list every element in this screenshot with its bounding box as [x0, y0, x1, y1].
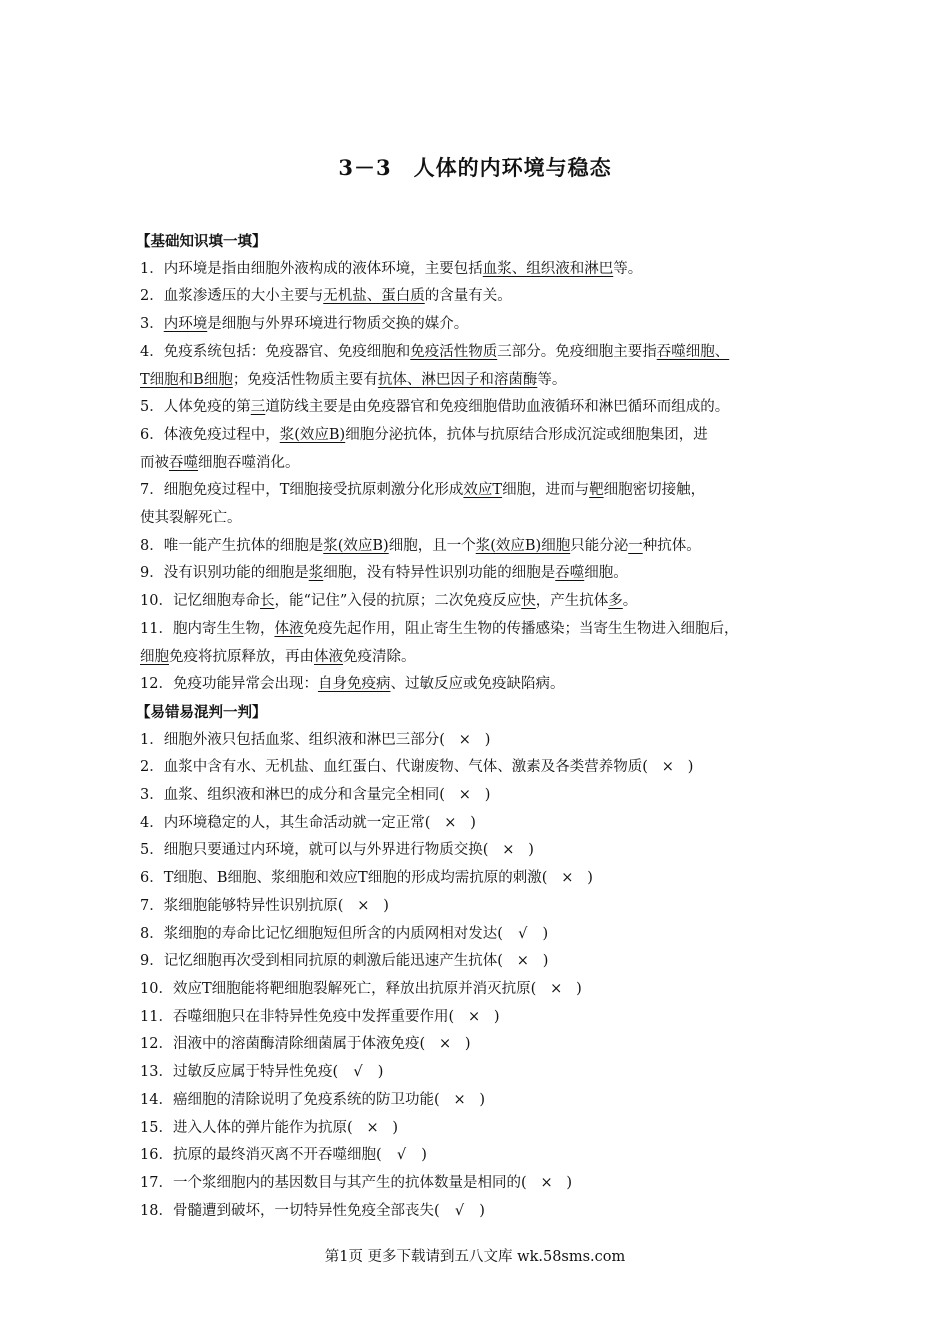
item-number: 10．: [140, 980, 173, 997]
statement-text: 抗原的最终消灭离不开吞噬细胞: [172, 1147, 376, 1164]
statement-text: 浆细胞的寿命比记忆细胞短但所含的内质网相对发达: [163, 925, 498, 942]
item-text: 内环境是指由细胞外液构成的液体环境，主要包括: [163, 260, 483, 277]
fill-in-line: [136, 394, 836, 422]
item-text: 人体免疫的第: [163, 399, 251, 416]
paren-close: ): [573, 870, 593, 887]
answer-blank: 体液: [314, 648, 343, 665]
item-number: 2．: [140, 759, 164, 776]
answer-blank: 吞噬: [555, 565, 585, 582]
statement-text: 记忆细胞再次受到相同抗原的刺激后能迅速产生抗体: [163, 953, 498, 970]
paren-close: ): [528, 925, 549, 942]
paren-close: ): [465, 1091, 486, 1108]
statement-text: T细胞、B细胞、浆细胞和效应T细胞的形成均需抗原的刺激: [163, 870, 542, 887]
answer-blank: 体液: [274, 620, 304, 637]
answer-blank: 免疫活性物质: [410, 343, 498, 360]
content-body: [136, 228, 836, 1225]
item-text: 细胞。: [584, 565, 628, 582]
fill-in-line: [136, 644, 836, 672]
judgment-mark: √: [353, 1064, 363, 1081]
fill-in-line: [136, 560, 836, 588]
item-text: 使其裂解死亡。: [140, 510, 242, 527]
answer-blank: 靶: [589, 482, 604, 499]
item-text: 等。: [537, 371, 567, 388]
judgment-mark: ×: [467, 1008, 481, 1025]
paren-open: (: [541, 870, 562, 887]
judge-item: [136, 1031, 836, 1059]
item-text: 细胞分泌抗体，抗体与抗原结合形成沉淀或细胞集团，进: [345, 426, 708, 443]
item-number: 10．: [140, 593, 173, 610]
item-number: 4．: [140, 343, 164, 360]
item-text: 细胞吞噬消化。: [198, 454, 300, 471]
item-text: 细胞，且一个: [388, 537, 476, 554]
judge-item: [136, 948, 836, 976]
item-number: 3．: [140, 787, 164, 804]
judge-item: [136, 727, 836, 755]
paren-open: (: [642, 759, 662, 776]
statement-text: 血浆中含有水、无机盐、血红蛋白、代谢废物、气体、激素及各类营养物质: [163, 759, 643, 776]
judge-item: [136, 1004, 836, 1032]
item-number: 8．: [140, 537, 164, 554]
paren-close: ): [470, 731, 491, 748]
fill-in-line: [136, 533, 836, 561]
fill-in-line: [136, 283, 836, 311]
item-text: 而被: [140, 454, 169, 471]
paren-open: (: [337, 897, 358, 914]
answer-blank: 一: [628, 537, 643, 554]
paren-open: (: [346, 1119, 367, 1136]
item-number: 3．: [140, 316, 164, 333]
item-text: 血浆渗透压的大小主要与: [163, 288, 324, 305]
item-number: 18．: [140, 1202, 173, 1219]
item-text: 免疫系统包括：免疫器官、免疫细胞和: [163, 343, 411, 360]
item-number: 17．: [140, 1174, 173, 1191]
answer-blank: T细胞和B细胞: [140, 371, 233, 388]
judge-item: [136, 782, 836, 810]
item-number: 7．: [140, 897, 164, 914]
judge-item: [136, 1087, 836, 1115]
item-text: 种抗体。: [642, 537, 701, 554]
paren-open: (: [419, 1036, 439, 1053]
answer-blank: 无机盐、蛋白质: [323, 288, 425, 305]
page-footer: 第1页 更多下载请到五八文库 wk.58sms.com: [324, 1249, 626, 1265]
item-number: 1．: [140, 731, 164, 748]
item-text: 唯一能产生抗体的细胞是: [163, 537, 324, 554]
item-number: 13．: [140, 1064, 173, 1081]
answer-blank: 浆(效应B): [279, 426, 346, 443]
answer-blank: 内环境: [163, 316, 208, 333]
judgment-mark: √: [454, 1202, 465, 1219]
paren-close: ): [456, 814, 476, 831]
answer-blank: 快: [521, 593, 536, 610]
item-text: 免疫清除。: [343, 648, 416, 665]
answer-blank: 浆(效应B): [323, 537, 389, 554]
paren-close: ): [552, 1174, 573, 1191]
section-heading-fill-in: 【基础知识填一填】: [136, 233, 267, 250]
answer-blank: 效应T: [463, 482, 503, 499]
item-number: 16．: [140, 1147, 173, 1164]
item-text: 没有识别功能的细胞是: [163, 565, 309, 582]
statement-text: 细胞只要通过内环境，就可以与外界进行物质交换: [163, 842, 483, 859]
item-number: 11．: [140, 620, 173, 637]
statement-text: 过敏反应属于特异性免疫: [172, 1064, 333, 1081]
item-number: 4．: [140, 814, 164, 831]
statement-text: 浆细胞能够特异性识别抗原: [163, 897, 338, 914]
item-text: 。: [622, 593, 638, 610]
judge-item: [136, 837, 836, 865]
judge-item: [136, 1115, 836, 1143]
item-text: 免疫将抗原释放，再由: [169, 648, 314, 665]
answer-blank: 细胞: [140, 648, 169, 665]
judgment-mark: ×: [444, 814, 457, 831]
item-text: 三部分。免疫细胞主要指: [497, 343, 657, 360]
answer-blank: 浆: [308, 565, 324, 582]
item-number: 5．: [140, 399, 164, 416]
item-number: 2．: [140, 288, 164, 305]
judgment-mark: ×: [550, 980, 563, 997]
item-text: 细胞，进而与: [502, 482, 590, 499]
answer-blank: 浆(效应B)细胞: [475, 537, 571, 554]
judgment-mark: ×: [458, 787, 471, 804]
answer-blank: 血浆、组织液和淋巴: [482, 260, 614, 277]
statement-text: 进入人体的弹片能作为抗原: [172, 1119, 347, 1136]
section-heading-judge: 【易错易混判一判】: [136, 703, 267, 721]
paren-open: (: [375, 1147, 396, 1164]
judge-list: [136, 727, 836, 1226]
answer-blank: 多: [608, 593, 623, 610]
judge-item: [136, 810, 836, 838]
paren-open: (: [439, 731, 459, 748]
paren-close: ): [369, 897, 389, 914]
item-text: ，能“记住”入侵的抗原；二次免疫反应: [274, 593, 522, 610]
judge-item: [136, 1142, 836, 1170]
fill-in-line: [136, 450, 836, 478]
statement-text: 细胞外液只包括血浆、组织液和淋巴三部分: [163, 731, 440, 748]
item-number: 9．: [140, 953, 164, 970]
item-text: 胞内寄生生物，: [172, 620, 275, 637]
answer-blank: 抗体、淋巴因子和溶菌酶: [377, 371, 538, 388]
item-text: 的含量有关。: [424, 288, 512, 305]
statement-text: 血浆、组织液和淋巴的成分和含量完全相同: [163, 787, 440, 804]
item-text: 体液免疫过程中，: [163, 426, 280, 443]
paren-close: ): [562, 980, 582, 997]
item-number: 11．: [140, 1008, 173, 1025]
item-text: 记忆细胞寿命: [172, 593, 260, 610]
item-text: 道防线主要是由免疫器官和免疫细胞借助血液循环和淋巴循环而组成的。: [265, 399, 730, 416]
judgment-mark: ×: [357, 897, 370, 914]
paren-close: ): [514, 842, 534, 859]
paren-close: ): [480, 1008, 500, 1025]
item-text: 细胞免疫过程中，T细胞接受抗原刺激分化形成: [163, 482, 464, 499]
item-text: ；免疫活性物质主要有: [232, 371, 378, 388]
paren-open: (: [497, 953, 517, 970]
item-number: 15．: [140, 1119, 173, 1136]
statement-text: 癌细胞的清除说明了免疫系统的防卫功能: [172, 1091, 434, 1108]
fill-in-line: [136, 367, 836, 395]
page-title: 3－3 人体的内环境与稳态: [338, 155, 612, 180]
judgment-mark: ×: [438, 1036, 452, 1053]
judge-item: [136, 921, 836, 949]
judge-item: [136, 754, 836, 782]
judgment-mark: ×: [366, 1119, 379, 1136]
paren-open: (: [482, 842, 503, 859]
paren-close: ): [407, 1147, 427, 1164]
item-number: 8．: [140, 925, 164, 942]
item-text: 免疫先起作用，阻止寄生生物的传播感染；当寄生生物进入细胞后，: [303, 620, 739, 637]
paren-open: (: [424, 814, 445, 831]
judge-item: [136, 1170, 836, 1198]
judgment-mark: ×: [561, 870, 574, 887]
item-text: ，产生抗体: [535, 593, 609, 610]
paren-open: (: [332, 1064, 352, 1081]
paren-open: (: [497, 925, 517, 942]
fill-in-line: [136, 256, 836, 284]
answer-blank: 自身免疫病: [317, 676, 391, 693]
answer-blank: 三: [250, 399, 266, 416]
fill-in-line: [136, 339, 836, 367]
item-number: 12．: [140, 1036, 173, 1053]
item-text: 、过敏反应或免疫缺陷病。: [390, 676, 565, 693]
paren-close: ): [363, 1064, 384, 1081]
paren-close: ): [451, 1036, 471, 1053]
item-number: 14．: [140, 1091, 173, 1108]
item-text: 等。: [613, 260, 643, 277]
statement-text: 泪液中的溶菌酶清除细菌属于体液免疫: [172, 1036, 420, 1053]
judgment-mark: ×: [458, 731, 471, 748]
paren-close: ): [378, 1119, 399, 1136]
judge-item: [136, 976, 836, 1004]
statement-text: 骨髓遭到破坏，一切特异性免疫全部丧失: [172, 1202, 434, 1219]
statement-text: 吞噬细胞只在非特异性免疫中发挥重要作用: [172, 1008, 449, 1025]
answer-blank: 吞噬: [169, 454, 198, 471]
item-number: 12．: [140, 676, 173, 693]
fill-in-line: [136, 505, 836, 533]
judgment-mark: √: [518, 925, 528, 942]
answer-blank: 长: [259, 593, 275, 610]
fill-in-line: [136, 422, 836, 450]
judgment-mark: ×: [540, 1174, 553, 1191]
fill-in-list: [136, 256, 836, 699]
statement-text: 一个浆细胞内的基因数目与其产生的抗体数量是相同的: [172, 1174, 521, 1191]
fill-in-line: [136, 588, 836, 616]
paren-close: ): [470, 787, 491, 804]
item-number: 5．: [140, 842, 164, 859]
paren-open: (: [448, 1008, 468, 1025]
item-text: 是细胞与外界环境进行物质交换的媒介。: [207, 316, 469, 333]
paren-open: (: [530, 980, 551, 997]
fill-in-line: [136, 311, 836, 339]
answer-blank: 吞噬细胞、: [656, 343, 730, 360]
paren-close: ): [528, 953, 549, 970]
judge-item: [136, 1059, 836, 1087]
fill-in-line: [136, 671, 836, 699]
item-number: 6．: [140, 426, 164, 443]
item-text: 只能分泌: [570, 537, 629, 554]
judge-item: [136, 865, 836, 893]
statement-text: 效应T细胞能将靶细胞裂解死亡，释放出抗原并消灭抗原: [172, 980, 531, 997]
item-number: 1．: [140, 260, 164, 277]
item-number: 9．: [140, 565, 164, 582]
item-number: 6．: [140, 870, 164, 887]
item-text: 细胞，没有特异性识别功能的细胞是: [323, 565, 556, 582]
judgment-mark: √: [396, 1147, 407, 1164]
judgment-mark: ×: [661, 759, 674, 776]
fill-in-line: [136, 616, 836, 644]
item-text: 细胞密切接触，: [603, 482, 706, 499]
judgment-mark: ×: [453, 1091, 466, 1108]
paren-close: ): [673, 759, 694, 776]
judgment-mark: ×: [516, 953, 529, 970]
paren-open: (: [520, 1174, 541, 1191]
judge-item: [136, 893, 836, 921]
paren-open: (: [433, 1202, 454, 1219]
judgment-mark: ×: [502, 842, 515, 859]
judge-item: [136, 1198, 836, 1226]
paren-open: (: [433, 1091, 454, 1108]
item-text: 免疫功能异常会出现：: [172, 676, 318, 693]
paren-open: (: [439, 787, 459, 804]
statement-text: 内环境稳定的人，其生命活动就一定正常: [163, 814, 425, 831]
paren-close: ): [465, 1202, 485, 1219]
item-number: 7．: [140, 482, 164, 499]
fill-in-line: [136, 477, 836, 505]
